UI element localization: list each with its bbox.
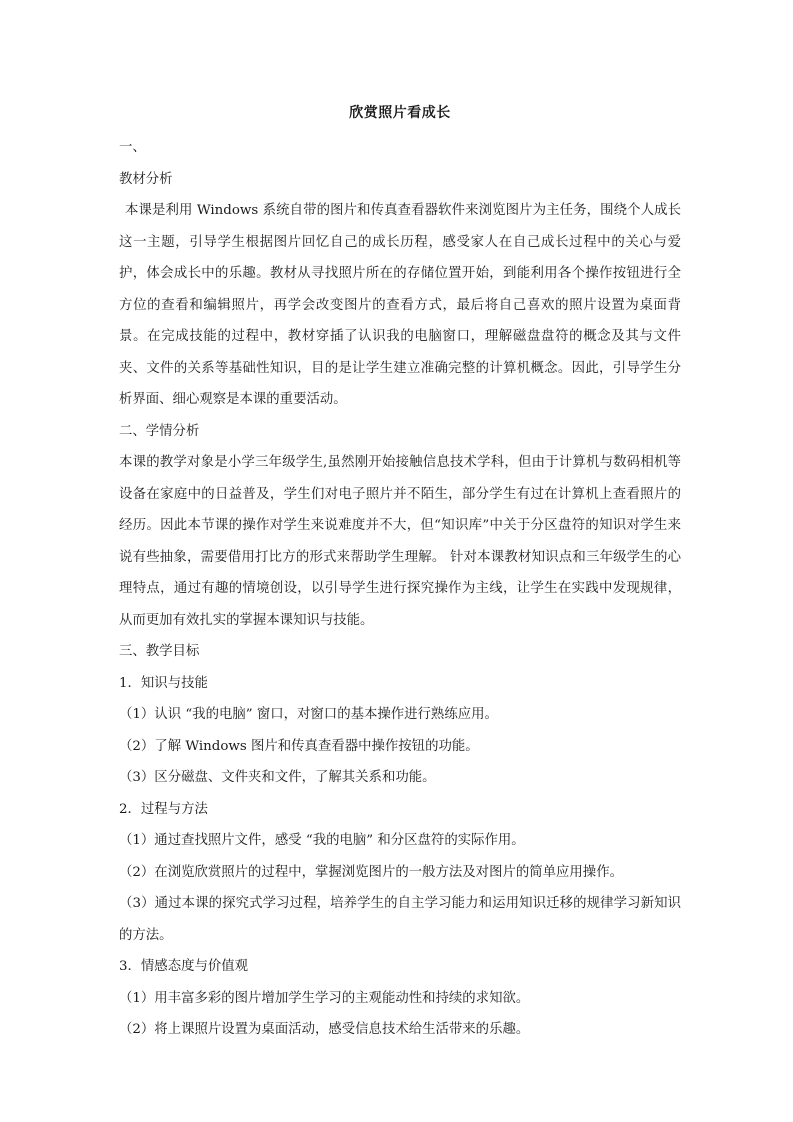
goal1-heading: 1．知识与技能 (119, 675, 208, 691)
goal1-item: （1）认识 “我的电脑” 窗口，对窗口的基本操作进行熟练应用。 (119, 707, 498, 722)
goal1-item: （3）区分磁盘、文件夹和文件，了解其关系和功能。 (119, 770, 436, 785)
section2-paragraph: 本课的教学对象是小学三年级学生,虽然刚开始接触信息技术学科，但由于计算机与数码相机等设备在家庭中的日益普及，学生们对电子照片并不陌生，部分学生有过在计算机上查看照片的经历。因此本节课的操作对学生来说难度并不大，但“知识库”中关于分区盘符的知识对学生来说有些抽象，需要借用打比方的形式来帮助学生理解。 针对本课教材知识点和三年级学生的心理特点，通过有趣的情境创设，以引导学生进行探究操作为主线，让学生在实践中发现规律，从而更加有效扎实的掌握本课知识与技能。 (119, 455, 681, 628)
goal3-heading: 3．情感态度与价值观 (119, 959, 249, 974)
section1-paragraph: 本课是利用 Windows 系统自带的图片和传真查看器软件来浏览图片为主任务，围绕个人成长这一主题，引导学生根据图片回忆自己的成长历程，感受家人在自己成长过程中的关心与爱护，体会成长中的乐趣。教材从寻找照片所在的存储位置开始，到能利用各个操作按钮进行全方位的查看和编辑照片，再学会改变图片的查看方式，最后将自己喜欢的照片设置为桌面背景。在完成技能的过程中，教材穿插了认识我的电脑窗口，理解磁盘盘符的概念及其与文件夹、文件的关系等基础性知识，目的是让学生建立准确完整的计算机概念。因此，引导学生分析界面、细心观察是本课的重要活动。 (119, 203, 681, 407)
document-title: 欣赏照片看成长 (349, 105, 451, 121)
goal2-item: （3）通过本课的探究式学习过程，培养学生的自主学习能力和运用知识迁移的规律学习新知识的方法。 (119, 896, 681, 943)
goal2-heading: 2．过程与方法 (119, 801, 208, 817)
section1-marker: 一、 (119, 140, 146, 155)
goal3-item: （2）将上课照片设置为桌面活动，感受信息技术给生活带来的乐趣。 (119, 1022, 530, 1037)
section2-heading: 二、学情分析 (119, 423, 200, 439)
section3-heading: 三、教学目标 (119, 644, 200, 659)
goal1-item: （2）了解 Windows 图片和传真查看器中操作按钮的功能。 (119, 738, 479, 754)
goal3-item: （1）用丰富多彩的图片增加学生学习的主观能动性和持续的求知欲。 (119, 990, 530, 1006)
section1-heading: 教材分析 (119, 171, 173, 187)
goal2-item: （1）通过查找照片文件，感受 “我的电脑” 和分区盘符的实际作用。 (119, 833, 525, 848)
goal2-item: （2）在浏览欣赏照片的过程中，掌握浏览图片的一般方法及对图片的简单应用操作。 (119, 864, 623, 880)
